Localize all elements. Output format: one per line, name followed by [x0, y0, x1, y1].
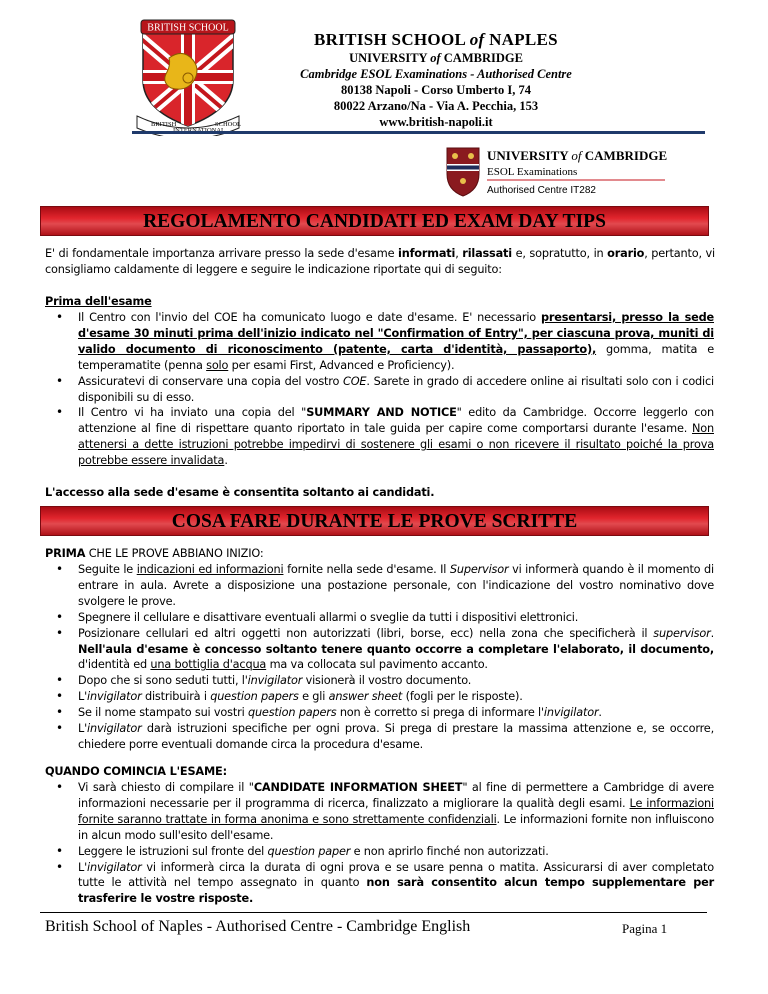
- section-heading-prima: Prima dell'esame: [45, 295, 152, 308]
- svg-text:UNIVERSITY of CAMBRIDGE: UNIVERSITY of CAMBRIDGE: [487, 148, 667, 163]
- crest-banner-right: SCHOOL: [215, 121, 242, 128]
- durante-list: [45, 562, 714, 753]
- list-item: • L'invigilator distribuirà i question papers e gli answer sheet (fogli per le risposte).: [45, 689, 714, 705]
- letterhead: [256, 30, 616, 130]
- banner-durante: COSA FARE DURANTE LE PROVE SCRITTE: [40, 506, 709, 536]
- exam-centre-line: Cambridge ESOL Examinations - Authorised Centre: [300, 67, 572, 81]
- page-number: Pagina 1: [622, 921, 668, 936]
- university-line: UNIVERSITY of CAMBRIDGE: [349, 51, 523, 65]
- list-item: • Se il nome stampato sui vostri question papers non è corretto si prega di informare l'invigilator.: [45, 705, 714, 721]
- website-link[interactable]: www.british-napoli.it: [379, 115, 493, 129]
- cambridge-authorised-centre-logo: [443, 144, 667, 198]
- access-note: L'accesso alla sede d'esame è consentita soltanto ai candidati.: [45, 486, 435, 499]
- list-item: • Assicuratevi di conservare una copia del vostro COE. Sarete in grado di accedere online ai risultati solo con i codici disponibili su di esso.: [45, 374, 714, 406]
- quando-list: [45, 780, 714, 907]
- svg-text:ESOL Examinations: ESOL Examinations: [487, 166, 578, 178]
- school-crest-logo: [133, 18, 243, 136]
- svg-text:Authorised Centre IT282: Authorised Centre IT282: [487, 185, 596, 196]
- list-item: • Leggere le istruzioni sul fronte del question paper e non aprirlo finché non autorizzati.: [45, 844, 714, 860]
- crest-banner-left: BRITISH: [151, 121, 177, 128]
- section-heading-prima-prove: PRIMA CHE LE PROVE ABBIANO INIZIO:: [45, 547, 264, 560]
- list-item: • Vi sarà chiesto di compilare il "CANDIDATE INFORMATION SHEET" al fine di permettere a Cambridge di avere informazioni necessarie per il programma di ricerca, finalizzato a migliorare la qualità degli esami. Le informazioni fornite saranno trattate in forma anonima e sono strettamente confidenziali. Le informazioni fornite non influiscono in alcun modo sull'esito dell'esame.: [45, 780, 714, 844]
- footer-divider: [40, 912, 707, 913]
- header-divider: [132, 131, 705, 134]
- banner-regolamento: REGOLAMENTO CANDIDATI ED EXAM DAY TIPS: [40, 206, 709, 236]
- footer-text: British School of Naples - Authorised Centre - Cambridge English: [45, 918, 471, 935]
- address-arzano: 80022 Arzano/Na - Via A. Pecchia, 153: [333, 99, 539, 113]
- list-item: • Dopo che si sono seduti tutti, l'invigilator visionerà il vostro documento.: [45, 673, 714, 689]
- list-item: • Posizionare cellulari ed altri oggetti non autorizzati (libri, borse, ecc) nella zona che specificherà il supervisor. Nell'aula d'esame è concesso soltanto tenere quanto occorre a completare l'elaborato, il documento, d'identità ed una bottiglia d'acqua ma va collocata sul pavimento accanto.: [45, 626, 714, 674]
- crest-top-text: BRITISH SCHOOL: [147, 22, 229, 34]
- list-item: • Spegnere il cellulare e disattivare eventuali allarmi o sveglie da tutti i dispositivi elettronici.: [45, 610, 714, 626]
- prima-list: [45, 310, 714, 469]
- intro-paragraph: E' di fondamentale importanza arrivare presso la sede d'esame informati, rilassati e, sopratutto, in orario, pertanto, vi consigliamo caldamente di leggere e seguire le indicazione riportate qui di seguito:: [45, 247, 715, 276]
- list-item: • L'invigilator darà istruzioni specifiche per ogni prova. Si prega di prestare la massima attenzione e, se occorre, chiedere porre eventuali domande circa la procedura d'esame.: [45, 721, 714, 753]
- list-item: • Il Centro vi ha inviato una copia del "SUMMARY AND NOTICE" edito da Cambridge. Occorre leggerlo con attenzione al fine di rispettare quanto riportato in tale guida per capire come comportarsi durante l'esame. Non attenersi a dette istruzioni potrebbe impedirvi di sostenere gli esami o non ricevere il risultato poiché la prova potrebbe essere invalidata.: [45, 405, 714, 469]
- list-item: • Seguite le indicazioni ed informazioni fornite nella sede d'esame. Il Supervisor vi informerà quando è il momento di entrare in aula. Avrete a disposizione una postazione personale, con l'indicazione del vostro nominativo dove svolgere le prove.: [45, 562, 714, 610]
- list-item: • Il Centro con l'invio del COE ha comunicato luogo e date d'esame. E' necessario presentarsi, presso la sede d'esame 30 minuti prima dell'inizio indicato nel "Confirmation of Entry", per ciascuna prova, muniti di valido documento di riconoscimento (patente, carta d'identità, passaporto), gomma, matita e temperamatite (penna solo per esami First, Advanced e Proficiency).: [45, 310, 714, 374]
- section-heading-quando: QUANDO COMINCIA L'ESAME:: [45, 765, 227, 778]
- address-napoli: 80138 Napoli - Corso Umberto I, 74: [341, 83, 531, 97]
- school-name: BRITISH SCHOOL of NAPLES: [314, 30, 558, 49]
- list-item: • L'invigilator vi informerà circa la durata di ogni prova e se usare penna o matita. Assicurarsi di aver completato tutte le attività nel tempo assegnato in quanto non sarà consentito alcun tempo supplementare per trasferire le vostre risposte.: [45, 860, 714, 908]
